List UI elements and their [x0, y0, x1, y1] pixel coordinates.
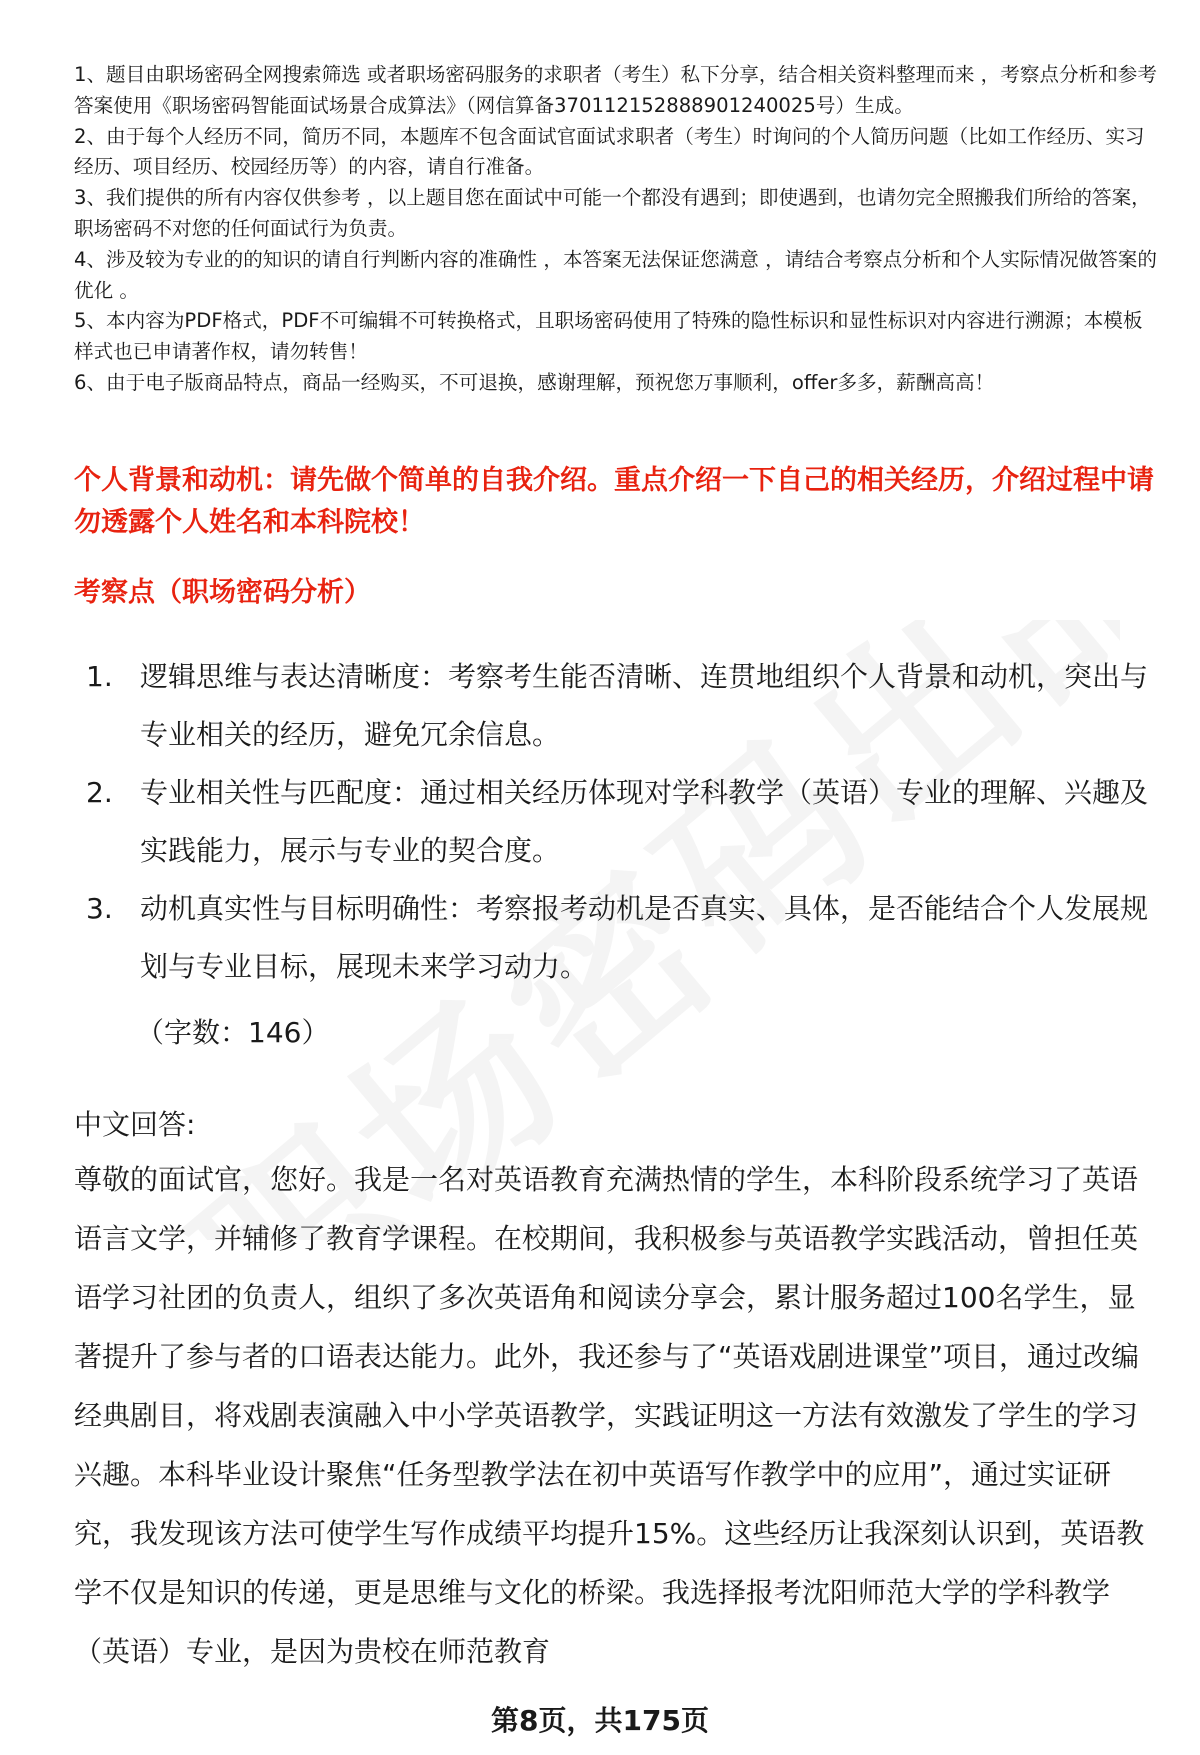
analysis-point: [74, 764, 1160, 880]
point-text: 动机真实性与目标明确性：考察报考动机是否真实、具体，是否能结合个人发展规划与专业目标，展现未来学习动力。: [140, 892, 1149, 983]
notice-item: 1、题目由职场密码全网搜索筛选 或者职场密码服务的求职者（考生）私下分享，结合相关资料整理而来 ，考察点分析和参考答案使用《职场密码智能面试场景合成算法》（网信算备370112152888901240025号）生成。: [74, 63, 1157, 117]
point-number: 3.: [86, 892, 113, 925]
notice-item: 3、我们提供的所有内容仅供参考 ，以上题目您在面试中可能一个都没有遇到；即使遇到，也请勿完全照搬我们所给的答案，职场密码不对您的任何面试行为负责。: [74, 186, 1151, 240]
analysis-point: [74, 648, 1160, 764]
word-count: （字数：146）: [136, 1016, 330, 1049]
notice-item: 6、由于电子版商品特点，商品一经购买，不可退换，感谢理解，预祝您万事顺利，offer多多，薪酬高高！: [74, 370, 995, 394]
notice-list: [74, 60, 1160, 399]
point-number: 2.: [86, 776, 113, 809]
notice-item: 4、涉及较为专业的的知识的请自行判断内容的准确性 ，本答案无法保证您满意 ，请结合考察点分析和个人实际情况做答案的优化 。: [74, 247, 1157, 302]
interview-question: 个人背景和动机：请先做个简单的自我介绍。重点介绍一下自己的相关经历，介绍过程中请勿透露个人姓名和本科院校！: [74, 465, 1154, 538]
notice-item: 5、本内容为PDF格式，PDF不可编辑不可转换格式，且职场密码使用了特殊的隐性标识和显性标识对内容进行溯源；本模板样式也已申请著作权，请勿转售！: [74, 309, 1143, 364]
analysis-point: [74, 880, 1160, 996]
answer-label: 中文回答:: [74, 1108, 196, 1141]
answer-body: 尊敬的面试官，您好。我是一名对英语教育充满热情的学生，本科阶段系统学习了英语语言文学，并辅修了教育学课程。在校期间，我积极参与英语教学实践活动，曾担任英语学习社团的负责人，组织了多次英语角和阅读分享会，累计服务超过100名学生，显著提升了参与者的口语表达能力。此外，我还参与了“英语戏剧进课堂”项目，通过改编经典剧目，将戏剧表演融入中小学英语教学，实践证明这一方法有效激发了学生的学习兴趣。本科毕业设计聚焦“任务型教学法在初中英语写作教学中的应用”，通过实证研究，我发现该方法可使学生写作成绩平均提升15%。这些经历让我深刻认识到，英语教学不仅是知识的传递，更是思维与文化的桥梁。我选择报考沈阳师范大学的学科教学（英语）专业，是因为贵校在师范教育: [74, 1163, 1145, 1668]
analysis-points: [74, 648, 1160, 996]
page-footer: 第8页，共175页: [491, 1704, 709, 1737]
analysis-heading: 考察点（职场密码分析）: [74, 577, 371, 608]
point-text: 逻辑思维与表达清晰度：考察考生能否清晰、连贯地组织个人背景和动机，突出与专业相关的经历，避免冗余信息。: [140, 660, 1149, 751]
point-number: 1.: [86, 660, 113, 693]
point-text: 专业相关性与匹配度：通过相关经历体现对学科教学（英语）专业的理解、兴趣及实践能力，展示与专业的契合度。: [140, 776, 1149, 867]
notice-item: 2、由于每个人经历不同，简历不同，本题库不包含面试官面试求职者（考生）时询问的个人简历问题（比如工作经历、实习经历、项目经历、校园经历等）的内容，请自行准备。: [74, 124, 1145, 179]
